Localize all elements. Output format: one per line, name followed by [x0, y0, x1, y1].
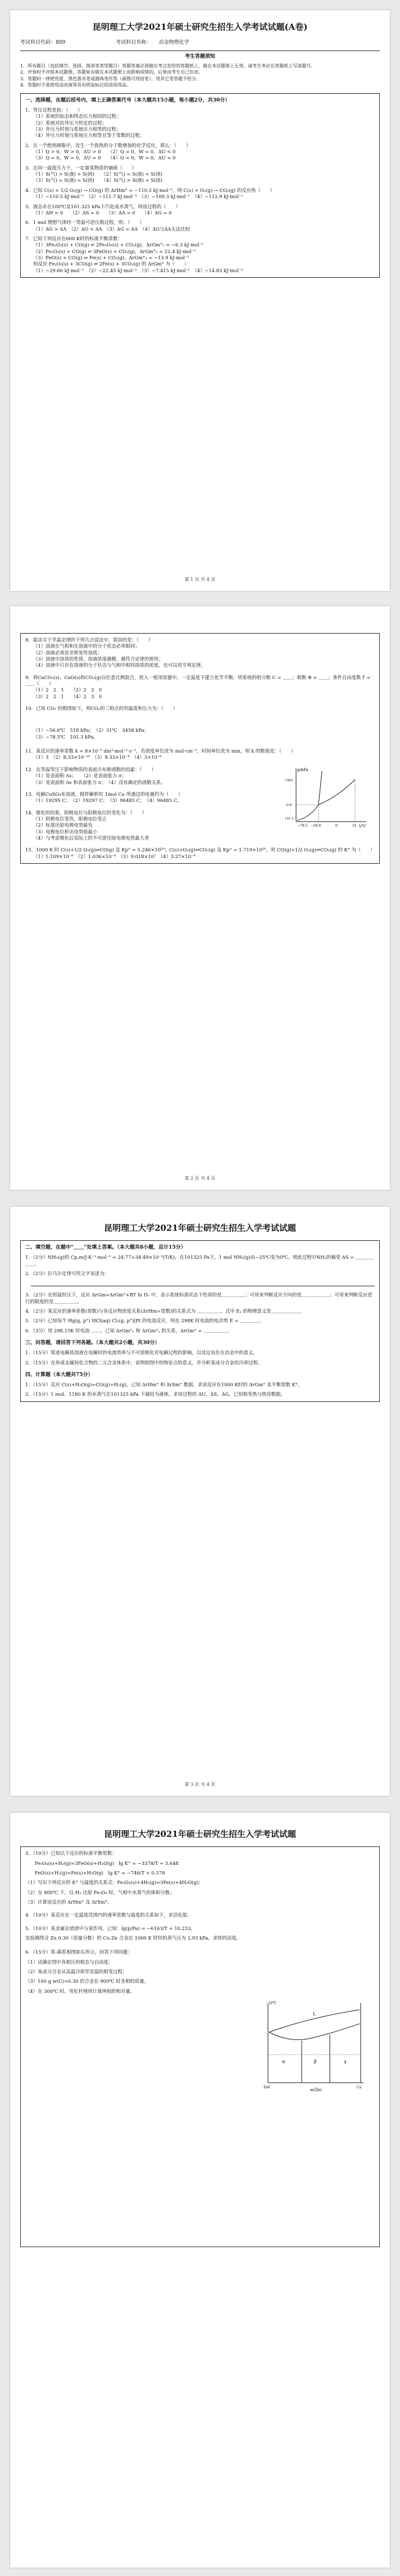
axis-label: w(Zn) — [310, 2088, 322, 2093]
fill-question: 4．（2分）某反应的速率系数(常数)与各反应物浓度关系(ΔrHm=常数)的关系式为 ＿＿＿＿＿，式中 Eₐ 的物理意义是＿＿＿＿＿＿。 — [25, 1308, 304, 1314]
answer-blank[interactable] — [31, 1279, 375, 1286]
question — [25, 143, 375, 162]
calc-question: 2．（15分）1 mol、1180 K 的水蒸气在101325 kPa 下凝结为液体，求该过程的 ΔU、ΔS、ΔG，已知相变热与热容数据。 — [25, 1391, 285, 1397]
question — [25, 204, 375, 217]
option: （3）电极电位析出电势值最小 — [33, 828, 98, 835]
vaporization-curve — [319, 780, 355, 805]
cu-zn-phase-diagram — [257, 1999, 369, 2094]
option: （2）Fe₃O₄(s) + CO(g) ⇌ 3FeO(s) + CO₂(g)，ΔrGm°₂ = 22.4 kJ·mol⁻¹ — [33, 248, 196, 254]
tick-label: Zn — [263, 2085, 269, 2090]
option: （1）−110.5 kJ·mol⁻¹ （2）−111.7 kJ·mol⁻¹ （3）−109.3 kJ·mol⁻¹ （4）−112.9 kJ·mol⁻¹ — [33, 194, 243, 200]
option: （3）−78.5℃ 101.3 kPa。 — [33, 734, 98, 740]
page-footer: 第 3 页 共 4 页 — [184, 1782, 216, 1787]
question-stem: 5．液态水在100℃及101.325 kPa下汽化成水蒸气，则该过程的（ ） — [25, 203, 180, 209]
section-heading: 二、填空题，在题中“＿＿”处填上答案。（本大题共8小题，总计15分） — [25, 1245, 186, 1251]
calc-line: （3）计算该反应的 ΔrHm° 及 ΔrSm°。 — [25, 1899, 112, 1905]
option: （1）Q > 0，W > 0，ΔU > 0 （2）Q = 0，W = 0，ΔU < 0 — [33, 149, 176, 155]
calc-line: （2）某成分合金从高温冷却至室温的相变过程； — [25, 1969, 128, 1975]
notice-item: 3．答题时一律使用蓝、黑色墨水笔或圆珠笔作答（画图可用铅笔），用其它笔答题不给分。 — [20, 76, 201, 81]
tick-label: 31 — [352, 824, 357, 828]
option: （1）ΔH = 0 （2）ΔS = 0 （3）ΔA = 0 （4）ΔG = 0 — [33, 209, 172, 216]
calc-line: 4．（10分）某反应在一定温度范围内的速率常数与温度的关系如下，求活化能。 — [25, 1912, 192, 1918]
notice-item: 2．评卷时不评阅本试题册，答题如有做在本试题册上而影响成绩的，后果由考生自己负责。 — [20, 70, 203, 75]
axis-label: p/kPa — [297, 768, 308, 772]
question-stem: 13．电解CuSO₄水溶液，搅拌解析时 1mol Cu 所通过的电量约为（ ） — [25, 791, 183, 797]
phase-label: α — [282, 2059, 285, 2065]
section-heading: 四、计算题（本大题共75分） — [25, 1372, 93, 1378]
option: （1）ΔG > ΔA （2）ΔG < ΔA （3）ΔG = ΔA （4）ΔG与ΔA无法比较 — [33, 226, 190, 232]
option: （1）阴极电位变负，阳极电位变正 — [33, 815, 107, 822]
option: （4）与考虑极化后实际上的不可逆还原电极电势最大者 — [33, 835, 149, 841]
option: （1）2 2 1 （2）2 2 0 — [33, 687, 102, 693]
tick-label: 0 — [268, 2085, 270, 2090]
fill-question: 2．（2分）拉乌尔定律可用文字表述为： — [25, 1271, 109, 1277]
option: 则反应 Fe₂O₃(s) + 3CO(g) ⇌ 2Fe(s) + 3CO₂(g) 的 ΔrGm° 为（ ） — [33, 261, 189, 267]
option: （1）S(气) > S(液) > S(固) （2）S(气) < S(液) < S(固) — [33, 171, 162, 177]
option: （1）系统的始态和终态压力相同的过程； — [33, 113, 121, 120]
option: （3）S(气) = S(液) = S(固) （4）S(气) > S(液) = S(固) — [33, 177, 162, 184]
question-stem: 10．已知 CO₂ 的相图如下，则CO₂的三相点时的温度和压力为：（ ） — [25, 705, 178, 712]
melting-curve — [319, 771, 322, 805]
phase-label: β — [314, 2059, 317, 2065]
questions-box — [20, 93, 380, 278]
question — [25, 107, 375, 139]
option: （3）Q = 0，W = 0，ΔU = 0 （4）Q < 0，W > 0，ΔU < 0 — [33, 155, 176, 161]
question-stem: 15．1000 K 时 C(s)+1/2 O₂(g)⇌CO(g) 及 Kp° = 5.246×10²⁰；C(s)+O₂(g)⇌CO₂(g) 及 Kp° = 1.719×10²⁰，则 CO(g)+1/2 O₂(g)⇌CO₂(g) 的 K° 为（ ） — [25, 847, 375, 853]
calc-line: 实验测得含 Zn 0.30（质量分数）的 Cu-Zn 合金在 1000 K 时锌的蒸气压为 2.93 kPa，求锌的活度。 — [25, 1935, 242, 1941]
exam-title: 昆明理工大学2021年硕士研究生招生入学考试试题(A卷) — [92, 22, 308, 32]
option: （3）外压力时刻与系统压力相等的过程； — [33, 126, 121, 132]
option: （1）3 （2）8.33×10⁻¹⁰ （3）8.33×10⁻⁴ （4）3×10⁻⁶ — [33, 754, 162, 760]
option: （1）19295 C； （2）19297 C； （3）96485 C； （4）96485 C。 — [33, 797, 182, 804]
option: （3）FeO(s) + CO(g) ⇌ Fe(s) + CO₂(g)，ΔrGm°₃ = −13.9 kJ·mol⁻¹ — [33, 254, 189, 260]
tick-label: 101.3 — [285, 817, 294, 821]
tick-label: −56.6 — [311, 824, 321, 828]
question — [25, 219, 375, 232]
sublimation-curve — [297, 805, 319, 821]
question — [25, 187, 375, 200]
section-heading: 一、选择题，在题后括号内，填上正确答案代号（本大题共15小题，每小题2分，共30分） — [25, 97, 230, 103]
option: （3）是表面积 As 和表面张力 σ； （4）没有确定的函数关系。 — [33, 779, 166, 785]
question-stem: 3．在同一温度压力下，一定量某物质的熵值（ ） — [25, 164, 137, 171]
page-4 — [10, 1813, 390, 2568]
calc-line: （3）100 g w(C)=0.30 的合金在 900℃ 时各相的质量。 — [25, 1978, 149, 1984]
question-stem: 7．已知下列反应在600 K时的标准平衡常数： — [25, 235, 122, 241]
option: （4）溶液中只存在溶液的分子状态与气相中相同溶质的浓度，也可以用亨利定律。 — [33, 662, 206, 668]
option: （1）1.109×10⁻⁸ （2）1.036×10⁻⁸ （3）9.018×10⁷ （4）3.27×10⁻⁹ — [33, 853, 196, 859]
question-stem: 2．在一个绝热刚瓶中，发生一个放热的分子数增加的化学反应，那么：（ ） — [25, 142, 191, 148]
qa-question: 1．（15分）简述电解质溶液在电解时的电流效率与不可逆极化对电解过程的影响，以及过电位在冶金中的意义。 — [25, 1350, 258, 1356]
question — [25, 847, 375, 860]
page-footer: 第 2 页 共 4 页 — [184, 1176, 216, 1181]
page-footer: 第 1 页 共 4 页 — [184, 577, 216, 583]
question-stem: 9．将CaCO₃(s)、CaO(s)和CO₂(g)以任意比例混合，放入一密闭容器中，一定温度下建立化学平衡，则系统的组分数 C = ＿＿；相数 Φ = ＿＿；条件自由度数 f′ = ＿＿（ ） — [25, 674, 371, 687]
question — [25, 236, 375, 274]
notice-title: 考生答题须知 — [184, 54, 215, 60]
tick-label: Cu — [357, 2085, 362, 2090]
question — [25, 165, 375, 184]
questions-box — [20, 1240, 380, 1402]
section-heading: 三、问答题，请回答下列各题。（本大题共2小题，共30分） — [25, 1340, 160, 1346]
option: （2）标准还原电极电势最负 — [33, 822, 93, 828]
subject-line — [20, 39, 380, 46]
tick-label: 0 — [335, 824, 338, 828]
option: （3）溶液中溶质的性质，溶液浓度越稀，越符合定律的使用； — [33, 656, 163, 662]
fill-question: 3．（2分）在恒温恒压下，反应 ΔrGm=ΔrGm°+RT ln Πᵥ 中，表示系统标准状态下性质的是＿＿＿＿＿；可用来判断反应方向的是＿＿＿＿＿＿；可用来判断反应进行的限度的是＿＿＿＿＿。 — [25, 1292, 372, 1304]
subject-name: 考试科目名称： 冶金物理化学 — [116, 40, 189, 46]
calc-line: Fe₃O₄(s)+H₂(g)=3FeO(s)+H₂O(g) lg K° = −3378/T + 3.648 — [25, 1860, 179, 1866]
option: （3）2 2 1 （4）2 3 0 — [33, 693, 102, 699]
question — [25, 675, 375, 700]
exam-header: 昆明理工大学2021年硕士研究生招生入学考试试题 — [104, 1829, 296, 1839]
questions-box — [20, 633, 380, 864]
fill-question: 5．（2分）已知每个 Hg(g, p°) HCl(aq) Cl₂(g, p°)|Pt 的电池反应，则在 298K 时电池的电动势 E = ＿＿＿＿。 — [25, 1318, 264, 1324]
qa-question: 2．（15分）在形成金属间化合物的二元合金体系中，说明相图中的特征点的意义，并分析某成分合金的冷却过程。 — [25, 1359, 263, 1365]
option: （2）溶液必须是非挥发性溶质； — [33, 649, 102, 656]
calc-line: 5．（10分）某金属在熔渣中与氧作用，已知：lg(p/Pa) = −6163/T + 10.233， — [25, 1925, 196, 1931]
option: （2）系统对抗外压力恒定的过程； — [33, 120, 107, 126]
calc-line: （2）在 800℃ 下，以 H₂ 还原 Fe₃O₄ 时，气相中水蒸气的体积分数； — [25, 1889, 175, 1895]
question — [25, 637, 375, 669]
option: （1）是表面积 As； （2）是表面张力 σ； — [33, 773, 127, 779]
question-stem: 12．在等温等压下影响物质的表面吉布斯函数的因素：（ ） — [25, 766, 156, 772]
question-stem: 1．等压过程是指：（ ） — [25, 107, 83, 113]
calc-line: （1）试确定图中各相区的相态与自由度； — [25, 1959, 113, 1965]
questions-box — [20, 1846, 380, 2247]
phase-label: L — [313, 2011, 316, 2017]
question-stem: 4．已知 C(s) + 1/2 O₂(g) → CO(g) 的 ΔrHm° = −110.5 kJ·mol⁻¹，则 C(s) + O₂(g) → CO₂(g) 的反应热（ ） — [25, 187, 275, 193]
option: （1）溶液在气相和在溶液中的分子状态必须相同； — [33, 643, 140, 649]
question-stem: 11．某反应的速率常数 k = 8×10⁻⁵ dm³·mol⁻¹·s⁻¹，若浓度单位改为 mol·cm⁻³，时间单位改为 min，则 k 的数值是：（ ） — [25, 748, 296, 754]
option: （1）3Fe₂O₃(s) + CO(g) ⇌ 2Fe₃O₄(s) + CO₂(g)，ΔrGm°₁ = −6.3 kJ·mol⁻¹ — [33, 242, 204, 248]
calc-line: 3．（10分）已知以下反应的标准平衡常数： — [25, 1850, 117, 1857]
subject-code: 考试科目代码：809 — [20, 40, 66, 46]
co2-phase-diagram — [285, 766, 369, 830]
notice-item: 4．答题时不准使用涂改液等具有明显标记的涂改用品。 — [20, 82, 131, 88]
solidus-curve — [269, 2024, 360, 2039]
fill-question: 6．（3分）用 298.15K 时电池 ……，已知 ΔrGm°ₓ 和 ΔrGm°ᵧ 的关系，ΔrGm° = ＿＿＿＿＿。 — [25, 1327, 232, 1333]
phase-label: γ — [344, 2059, 347, 2065]
option: （1）−56.6℃ 518 kPa； （2）31℃ 3458 kPa； — [33, 727, 149, 734]
tick-label: −78.5 — [297, 824, 308, 828]
page-2 — [10, 606, 390, 1190]
question-stem: 8．能由关于孪晶定律的下列几点说法中，错误的是：（ ） — [25, 637, 153, 643]
tick-label: 518 — [286, 804, 292, 807]
calc-question: 1．（15分）反应 C(s)+H₂O(g)=CO(g)+H₂(g)，已知 ΔrHm° 和 ΔrSm° 数据，求该反应在1000 K时的 ΔrGm° 及平衡常数 K°。 — [25, 1382, 303, 1388]
fill-question: 1．（2分）NH₃(g)的 Cp,m/J·K⁻¹·mol⁻¹ = 24.77+34.49×10⁻³(T/K)，在101325 Pa下，1 mol NH₃(g)由−25℃变为0℃，则此过程中NH₃的熵变 ΔS = ＿＿＿＿＿＿。 — [25, 1254, 375, 1267]
calc-line: 6．（15分）铁-碳系相图如右所示，回答下列问题： — [25, 1949, 133, 1955]
question — [25, 748, 375, 761]
exam-header: 昆明理工大学2021年硕士研究生招生入学考试试题 — [104, 1223, 296, 1233]
notice-list — [20, 63, 380, 89]
question — [25, 705, 261, 740]
calc-line: FeO(s)+H₂(g)=Fe(s)+H₂O(g) lg K° = −746/T + 0.578 — [25, 1869, 165, 1876]
tick-label: 7383 — [285, 779, 293, 782]
calc-line: （1）写出下列反应的 K° 与温度的关系式：Fe₃O₄(s)+4H₂(g)=3Fe(s)+4H₂O(g)； — [25, 1880, 203, 1886]
axis-label: t/℃ — [269, 2001, 277, 2006]
question-stem: 6．1 mol 理想气体经一等温可逆压缩过程，则：（ ） — [25, 219, 144, 226]
page-3 — [10, 1207, 390, 1796]
option: （1）−29.66 kJ·mol⁻¹ （2）−22.45 kJ·mol⁻¹ （3）−7.415 kJ·mol⁻¹ （4）−14.83 kJ·mol⁻¹ — [33, 267, 243, 273]
axis-label: t/℃ — [359, 824, 367, 828]
calc-line: （4）在 300℃ 时，用杠杆规则计算两相的相对量。 — [25, 1988, 135, 1994]
question-stem: 14．极化的结果，阴极电位与阳极电位的变化为：（ ） — [25, 809, 147, 815]
page-1 — [10, 10, 390, 591]
notice-item: 1．所有题目（包括填空、选择、图表等类型题目）答题答案必须做在考点发给的答题纸上，做在本试题册上无效。请考生务必在答题纸上写清题号。 — [20, 63, 316, 68]
option: （4）外压力时刻与系统压力相等且等于常数的过程。 — [33, 132, 144, 139]
